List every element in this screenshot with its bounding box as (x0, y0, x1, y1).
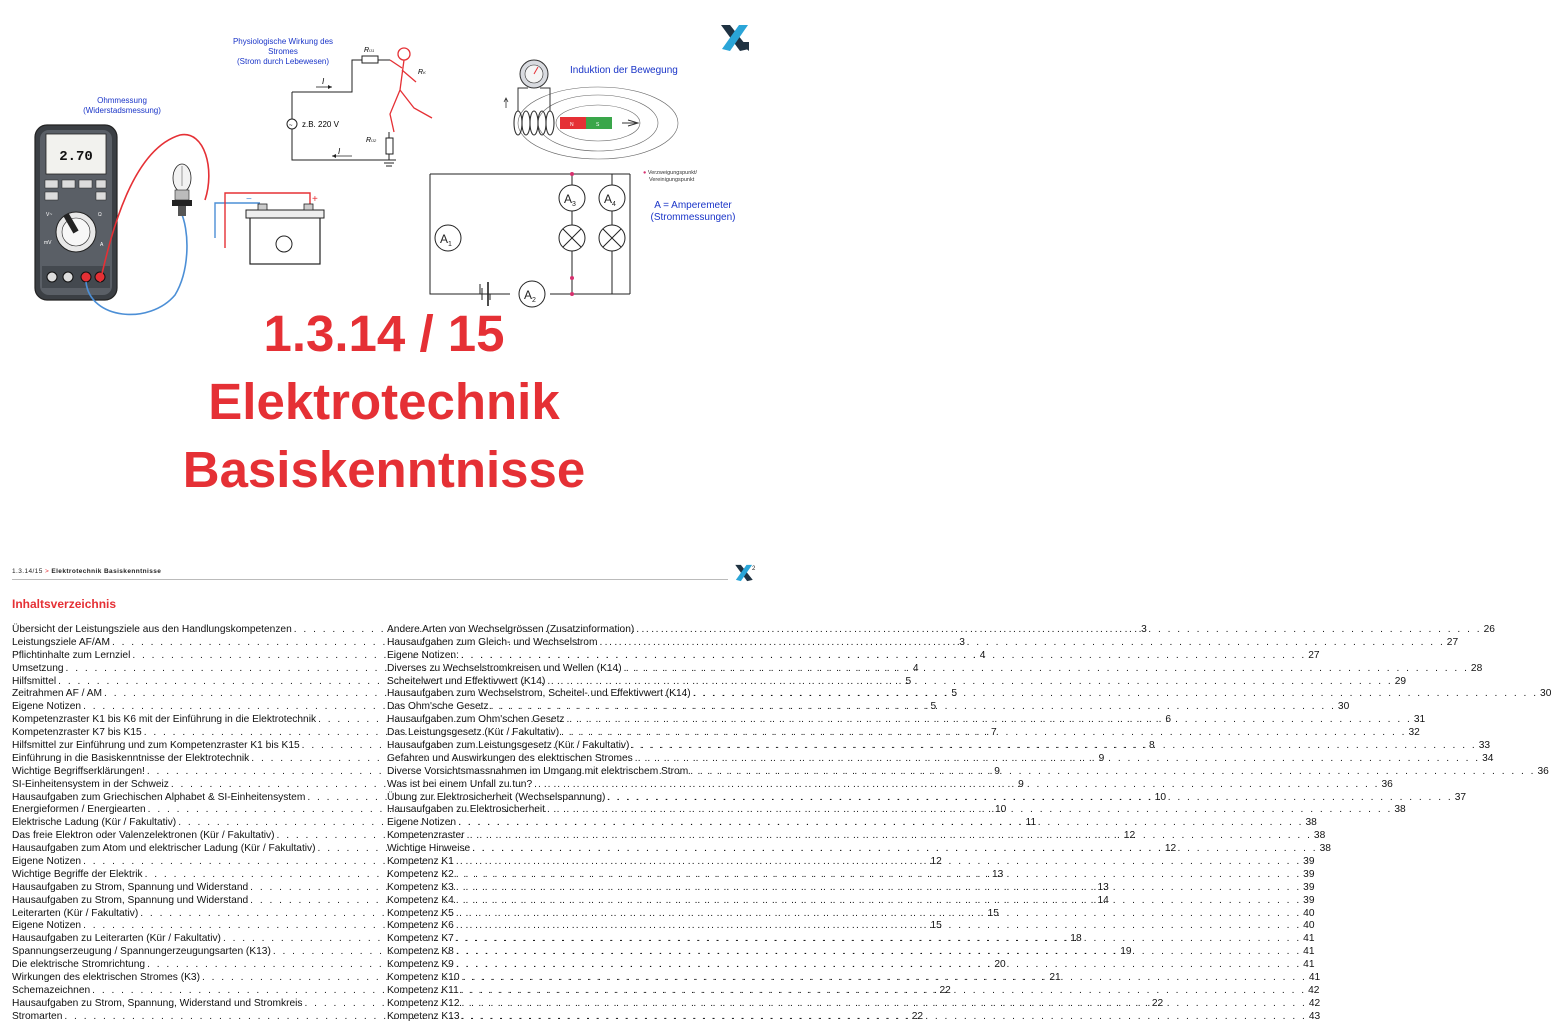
junction-legend-line2: Vereinigungspunkt (649, 177, 695, 183)
toc-entry-page: 41 (1303, 933, 1315, 945)
toc-leader-dots (459, 985, 1306, 998)
svg-text:A3: $A_3$ (564, 192, 576, 208)
svg-text:RÜ2: RÜ2 (366, 137, 377, 144)
toc-entry[interactable] (387, 636, 1459, 650)
svg-text:N: N (570, 122, 574, 128)
svg-text:mV: mV (44, 240, 52, 246)
toc-entry-page: 5 (951, 688, 958, 700)
toc-entry-title: Eigene Notizen (12, 701, 82, 713)
svg-text:RK: RK (418, 69, 426, 76)
ohm-label (62, 96, 182, 116)
toc-entry-title: Eigene Notizen (12, 856, 82, 868)
toc-entry-title: Elektrische Ladung (Kür / Fakultativ) (12, 817, 177, 829)
multimeter-display-text: 2.70 (59, 149, 93, 165)
toc-entry-page: 42 (1308, 984, 1320, 996)
toc-entry-page: 30 (1337, 701, 1350, 713)
cover-page (0, 0, 768, 548)
toc-leader-dots (454, 869, 1301, 882)
toc-leader-dots (454, 908, 1301, 921)
cover-title-line3: Basiskenntnisse (182, 441, 586, 498)
toc-entry-title: Hausaufgaben zum Ohm'schen Gesetz (387, 714, 565, 726)
running-head-separator: > (44, 568, 50, 575)
toc-entry-title: Kompetenz K1 (387, 856, 454, 868)
toc-leader-dots (545, 676, 1392, 689)
physio-label-line2: Stromes (268, 47, 298, 56)
toc-entry-page: 10 (994, 804, 1007, 816)
toc-entry-title: Zeitrahmen AF / AM (12, 688, 103, 700)
cover-title (0, 300, 768, 504)
toc-leader-dots (460, 1011, 1307, 1024)
toc-entry-page: 41 (1308, 972, 1321, 984)
toc-entry-page: 22 (939, 984, 951, 996)
toc-entry-page: 3 (959, 636, 965, 648)
svg-text:RÜ1: RÜ1 (364, 47, 375, 54)
toc-entry-page: 26 (1483, 624, 1495, 635)
toc-entry[interactable] (387, 701, 1350, 714)
toc-entry-page: 27 (1308, 649, 1320, 661)
toc-entry-page: 38 (1319, 843, 1331, 855)
running-head-title: Elektrotechnik Basiskenntnisse (51, 568, 162, 575)
toc-leader-dots (565, 714, 1412, 727)
toc-entry[interactable] (387, 649, 1320, 663)
toc-entry-title: Kompetenz K13 (387, 1010, 460, 1022)
toc-entry-title: Schemazeichnen (12, 984, 91, 996)
toc-entry-title: Kompetenz K7 (387, 933, 454, 945)
toc-entry-page: 12 (930, 856, 942, 868)
toc-entry-title: Eigene Notizen: (387, 649, 459, 661)
toc-entry-page: 9 (1098, 752, 1105, 764)
toc-leader-dots (454, 882, 1301, 895)
svg-text:−: − (246, 194, 252, 205)
toc-entry-title: Wirkungen des elektrischen Stromes (K3) (12, 972, 200, 984)
toc-entry-title: Hausaufgaben zum Wechselstrom, Scheitel- und Effektivwert (K14) (387, 688, 691, 700)
toc-entry[interactable] (387, 662, 1483, 676)
toc-entry-page: 6 (1165, 714, 1172, 726)
toc-entry-page: 39 (1303, 894, 1315, 906)
toc-entry-page: 38 (1394, 804, 1406, 816)
toc-entry[interactable] (387, 778, 1393, 792)
ohm-label-line1: Ohmmessung (97, 96, 147, 105)
toc-entry-page: 29 (1394, 675, 1407, 687)
toc-entry-title: Kompetenz K11 (387, 984, 459, 996)
toc-entry[interactable] (387, 675, 1407, 689)
toc-entry[interactable] (387, 765, 1549, 779)
toc-entry-page: 10 (1154, 791, 1167, 803)
toc-entry-title: Kompetenzraster K1 bis K6 mit der Einführung in die Elektrotechnik (12, 714, 317, 726)
toc-entry-page: 12 (1164, 843, 1177, 855)
toc-entry[interactable] (387, 624, 1495, 637)
toc-leader-dots (456, 817, 1303, 830)
toc-entry-title: Leiterarten (Kür / Fakultativ) (12, 907, 139, 919)
svg-text:Ω: Ω (98, 212, 102, 218)
toc-entry-title: Hilfsmittel zur Einführung und zum Kompetenzraster K1 bis K15 (12, 740, 300, 752)
physio-label (222, 37, 344, 67)
brand-logo-icon (718, 22, 752, 54)
toc-leader-dots (605, 792, 1452, 805)
toc-entry-title: Das freie Elektron oder Valenzelektronen (Kür / Fakultativ) (12, 830, 275, 842)
toc-entry-title: Einführung in die Basiskenntnisse der Elektrotechnik (12, 752, 250, 764)
toc-leader-dots (634, 624, 1481, 637)
toc-entry-title: Hausaufgaben zu Leiterarten (Kür / Fakultativ) (12, 933, 221, 945)
toc-entry-page: 41 (1303, 946, 1315, 958)
toc-entry-page: 34 (1482, 752, 1494, 764)
ohm-label-line2: (Widerstadsmessung) (83, 106, 161, 115)
toc-entry-page: 18 (1070, 933, 1082, 945)
toc-entry-title: Umsetzung (12, 662, 64, 674)
toc-leader-dots (454, 946, 1301, 959)
battery-illustration (210, 188, 330, 283)
toc-entry-title: Was ist bei einem Unfall zu tun? (387, 778, 533, 790)
toc-entry-title: Kompetenz K12 (387, 997, 460, 1009)
toc-entry-page: 32 (1408, 727, 1420, 739)
toc-entry-title: Hausaufgaben zu Strom, Spannung und Widerstand (12, 881, 249, 893)
toc-entry-page: 14 (1097, 894, 1109, 906)
toc-entry-title: Kompetenz K9 (387, 959, 454, 971)
toc-entry-title: Kompetenz K3 (387, 881, 454, 893)
toc-entry-page: 5 (905, 675, 912, 687)
toc-entry-page: 43 (1308, 1010, 1321, 1022)
toc-entry-title: Leistungsziele AF/AM (12, 636, 110, 648)
toc-leader-dots (454, 856, 1301, 869)
toc-leader-dots (691, 688, 1538, 701)
toc-entry-page: 33 (1478, 740, 1491, 752)
toc-entry-title: Kompetenzraster K7 bis K15 (12, 727, 142, 739)
toc-entry-title: Kompetenz K6 (387, 920, 454, 932)
toc-entry-title: Eigene Notizen (387, 817, 457, 829)
toc-entry-title: Pflichtinhalte zum Lernziel (12, 649, 131, 661)
toc-entry-page: 22 (911, 1010, 924, 1022)
toc-entry-title: Kompetenz K2 (387, 868, 454, 880)
toc-entry-title: Hausaufgaben zum Leistungsgesetz (Kür / Fakultativ) (387, 740, 630, 752)
induction-label: Induktion der Bewegung (570, 65, 678, 76)
toc-entry-title: Wichtige Hinweise (387, 843, 471, 855)
physio-label-line1: Physiologische Wirkung des (232, 37, 334, 46)
toc-entry-page: 42 (1308, 997, 1321, 1009)
toc-entry-page: 19 (1120, 946, 1132, 958)
toc-entry-title: Hausaufgaben zum Gleich- und Wechselstrom (387, 636, 598, 648)
toc-entry-title: Hilfsmittel (12, 675, 57, 687)
toc-entry-page: 9 (994, 765, 1000, 777)
toc-leader-dots (559, 727, 1406, 740)
running-head-prefix: 1.3.14/15 (12, 568, 43, 575)
toc-entry-title: Hausaufgaben zu Elektrosicherheit (387, 804, 546, 816)
toc-entry-page: 13 (1097, 881, 1109, 893)
toc-leader-dots (454, 959, 1301, 972)
toc-entry-page: 39 (1303, 881, 1315, 893)
toc-entry-page: 31 (1413, 714, 1426, 726)
toc-leader-dots (633, 753, 1480, 766)
toc-leader-dots (470, 843, 1317, 856)
running-head (12, 568, 161, 575)
svg-text:~: ~ (289, 123, 293, 129)
toc-entry-page: 4 (979, 649, 986, 661)
toc-entry-title: Gefahren und Auswirkungen des elektrischen Stromes (387, 752, 633, 764)
header-rule (12, 579, 728, 580)
physio-label-line3: (Strom durch Lebewesen) (236, 57, 330, 66)
toc-entry-page: 30 (1540, 688, 1551, 700)
toc-entry-title: Kompetenz K5 (387, 907, 454, 919)
ammeter-legend-line1: A = Amperemeter (654, 200, 732, 211)
toc-entry-title: Die elektrische Stromrichtung (12, 959, 146, 971)
ammeter-legend (638, 200, 748, 224)
toc-entry-page: 7 (991, 727, 997, 739)
svg-text:A4: $A_4$ (604, 192, 616, 208)
toc-entry-page: 11 (1025, 817, 1037, 829)
voltage-label: z.B. 220 V (302, 120, 339, 129)
toc-entry[interactable] (387, 714, 1426, 727)
toc-entry-title: Eigene Notizen (12, 920, 82, 932)
toc-leader-dots (460, 998, 1307, 1011)
toc-leader-dots (454, 933, 1301, 946)
toc-leader-dots (460, 972, 1307, 985)
toc-entry-title: Übersicht der Leistungsziele aus den Handlungskompetenzen (12, 624, 292, 635)
toc-entry-page: 12 (1123, 830, 1136, 842)
toc-entry-page: 36 (1381, 778, 1393, 790)
ammeter-legend-line2: (Strommessungen) (650, 212, 736, 223)
toc-entry-title: Hausaufgaben zum Griechischen Alphabet & SI-Einheitensystem (12, 791, 306, 803)
toc-entry-page: 8 (1148, 740, 1155, 752)
toc-entry-page: 5 (930, 701, 937, 713)
junction-legend: ● Verzweigungspunkt/ Vereinigungspunkt (643, 170, 698, 183)
toc-entry-title: Das Leistungsgesetz (Kür / Fakultativ) (387, 727, 560, 739)
toc-entry-page: 27 (1446, 636, 1459, 648)
toc-entry-page: 41 (1303, 959, 1315, 971)
toc-leader-dots (597, 637, 1444, 650)
toc-entry[interactable] (387, 688, 1551, 701)
toc-leader-dots (465, 830, 1312, 843)
toc-entry-page: 9 (1018, 778, 1024, 790)
toc-entry[interactable] (387, 752, 1494, 766)
toc-entry-page: 15 (930, 920, 942, 932)
toc-entry-title: Energieformen / Energiearten (12, 804, 146, 816)
svg-text:A2: $A_2$ (524, 288, 536, 304)
toc-leader-dots (454, 895, 1301, 908)
svg-text:I: I (322, 77, 325, 86)
toc-entry-title: Stromarten (12, 1010, 63, 1022)
svg-text:V~: V~ (46, 212, 53, 218)
toc-entry-title: Wichtige Begriffserklärungen! (12, 765, 145, 777)
toc-entry-page: 28 (1470, 662, 1483, 674)
toc-entry-page: 22 (1151, 997, 1164, 1009)
toc-entry-title: Hausaufgaben zum Atom und elektrischer Ladung (Kür / Fakultativ) (12, 843, 316, 855)
page-number: 2 (752, 566, 756, 572)
toc-entry-title: Scheitelwert und Effektivwert (K14) (387, 675, 546, 687)
toc-entry-page: 39 (1303, 868, 1315, 880)
toc-leader-dots (688, 766, 1535, 779)
toc-leader-dots (454, 920, 1301, 933)
toc-entry-page: 40 (1303, 907, 1315, 919)
toc-entry-page: 15 (987, 907, 999, 919)
battery-plus-label: + (312, 194, 318, 205)
toc-entry-title: Spannungserzeugung / Spannungerzeugungsarten (K13) (12, 946, 271, 958)
toc-entry-page: 39 (1303, 856, 1315, 868)
toc-entry-title: Hausaufgaben zu Strom, Spannung, Widerstand und Stromkreis (12, 997, 303, 1009)
toc-entry-page: 36 (1537, 765, 1549, 777)
toc-entry[interactable] (387, 740, 1491, 753)
toc-entry-title: Diverse Vorsichtsmassnahmen im Umgang mit elektrischem Strom (387, 765, 689, 777)
toc-entry-title: Hausaufgaben zu Strom, Spannung und Widerstand (12, 894, 249, 906)
toc-entry-page: 21 (1049, 972, 1061, 984)
toc-entry-page: 4 (912, 662, 919, 674)
svg-text:A1: $A_1$ (440, 232, 452, 248)
toc-entry-page: 40 (1303, 920, 1315, 932)
toc-entry-page: 3 (1141, 624, 1147, 635)
toc-entry-page: 38 (1313, 830, 1326, 842)
toc-entry-title: Diverses zu Wechselstromkreisen und Wellen (K14) (387, 662, 622, 674)
cover-title-line2: Elektrotechnik (208, 373, 560, 430)
toc-leader-dots (459, 650, 1306, 663)
toc-entry-title: Andere Arten von Wechselgrössen (Zusatzinformation) (387, 624, 635, 635)
svg-text:S: S (596, 122, 600, 128)
toc-entry-page: 20 (994, 959, 1006, 971)
toc-leader-dots (622, 663, 1469, 676)
toc-leader-dots (489, 701, 1336, 714)
toc-entry-page: 38 (1305, 817, 1317, 829)
toc-entry-title: Übung zur Elektrosicherheit (Wechselspannung) (387, 791, 606, 803)
toc-entry-title: Das Ohm'sche Gesetz (387, 701, 489, 713)
toc-entry-title: Kompetenzraster (387, 830, 465, 842)
ammeter-circuit (420, 166, 650, 304)
svg-text:I: I (338, 147, 341, 156)
toc-leader-dots (545, 804, 1392, 817)
toc-entry-page: 37 (1454, 791, 1467, 803)
toc-title: Inhaltsverzeichnis (12, 597, 117, 611)
toc-leader-dots (532, 779, 1379, 792)
toc-entry[interactable] (387, 727, 1420, 740)
toc-leader-dots (629, 740, 1476, 753)
junction-legend-line1: Verzweigungspunkt/ (647, 170, 698, 176)
toc-entry-page: 13 (991, 868, 1004, 880)
toc-entry-title: Wichtige Begriffe der Elektrik (12, 868, 143, 880)
toc-entry-title: Kompetenz K10 (387, 972, 460, 984)
toc-entry-title: Kompetenz K4 (387, 894, 454, 906)
toc-entry-title: SI-Einheitensystem in der Schweiz (12, 778, 169, 790)
cover-title-line1: 1.3.14 / 15 (263, 305, 505, 362)
toc-entry-title: Kompetenz K8 (387, 946, 454, 958)
svg-text:A: A (100, 242, 104, 248)
